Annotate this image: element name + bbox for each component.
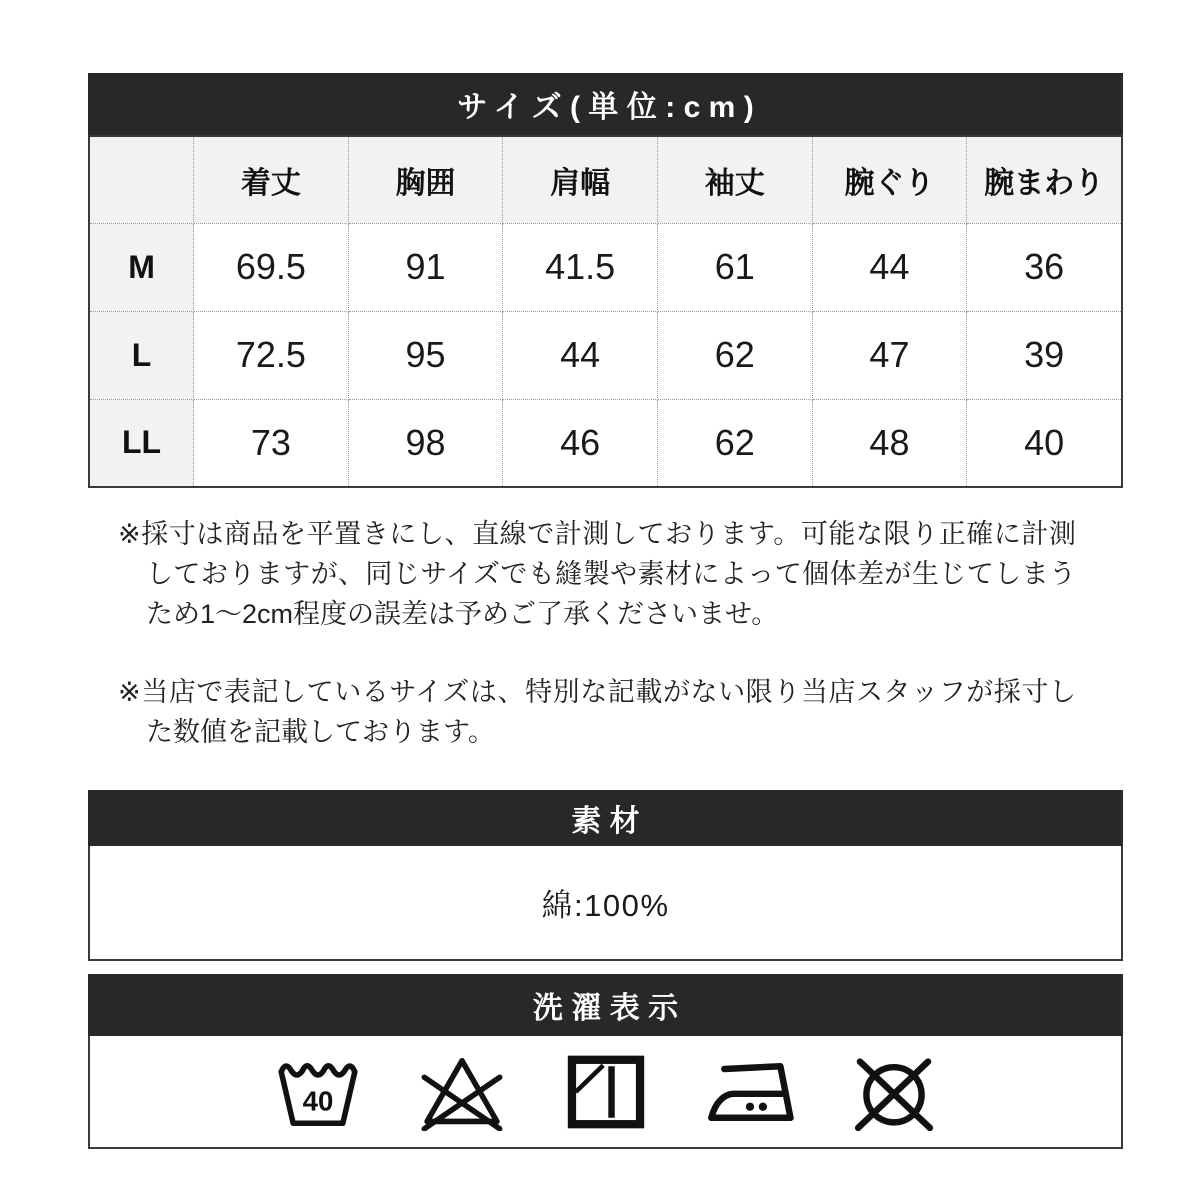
notes-block: [118, 514, 1123, 752]
column-header-shoulder: 肩幅: [503, 136, 658, 223]
do-not-bleach-icon: [416, 1053, 508, 1131]
size-label-ll: LL: [89, 399, 194, 487]
value-cell: 62: [657, 399, 812, 487]
care-section: [88, 974, 1123, 1149]
iron-medium-heat-icon: [704, 1053, 796, 1131]
value-cell: 39: [967, 311, 1122, 399]
value-cell: 41.5: [503, 223, 658, 311]
value-cell: 62: [657, 311, 812, 399]
value-cell: 48: [812, 399, 967, 487]
value-cell: 61: [657, 223, 812, 311]
value-cell: 40: [967, 399, 1122, 487]
size-label-l: L: [89, 311, 194, 399]
sizing-note: ※当店で表記しているサイズは、特別な記載がない限り当店スタッフが採寸した数値を記載しております。: [118, 677, 1076, 747]
size-section: [88, 73, 1123, 488]
column-header-sleeve: 袖丈: [657, 136, 812, 223]
material-section: [88, 790, 1123, 961]
size-label-m: M: [89, 223, 194, 311]
wash-40-icon: [272, 1053, 364, 1131]
care-icons-row: [88, 1036, 1123, 1149]
product-spec-page: [88, 0, 1123, 1149]
material-section-title: 素材: [88, 790, 1123, 846]
value-cell: 47: [812, 311, 967, 399]
line-dry-in-shade-icon: [560, 1053, 652, 1131]
column-header-armhole: 腕ぐり: [812, 136, 967, 223]
measurement-note: ※採寸は商品を平置きにし、直線で計測しております。可能な限り正確に計測しておりますが、同じサイズでも縫製や素材によって個体差が生じてしまうため1〜2cm程度の誤差は予めご了承くださいませ。: [118, 519, 1076, 629]
value-cell: 44: [812, 223, 967, 311]
size-section-title: サイズ(単位:cm): [88, 73, 1123, 135]
size-row-l: [89, 311, 1122, 399]
size-table-corner-cell: [89, 136, 194, 223]
value-cell: 98: [348, 399, 503, 487]
value-cell: 46: [503, 399, 658, 487]
value-cell: 69.5: [194, 223, 349, 311]
value-cell: 91: [348, 223, 503, 311]
value-cell: 95: [348, 311, 503, 399]
care-section-title: 洗濯表示: [88, 974, 1123, 1036]
value-cell: 73: [194, 399, 349, 487]
value-cell: 36: [967, 223, 1122, 311]
do-not-dry-clean-icon: [848, 1053, 940, 1131]
material-value: 綿:100%: [88, 846, 1123, 961]
column-header-length: 着丈: [194, 136, 349, 223]
size-table: [88, 135, 1123, 488]
column-header-chest: 胸囲: [348, 136, 503, 223]
size-row-m: [89, 223, 1122, 311]
value-cell: 44: [503, 311, 658, 399]
size-table-header-row: [89, 136, 1122, 223]
column-header-arm-width: 腕まわり: [967, 136, 1122, 223]
svg-text:40: 40: [302, 1084, 333, 1116]
value-cell: 72.5: [194, 311, 349, 399]
size-row-ll: [89, 399, 1122, 487]
